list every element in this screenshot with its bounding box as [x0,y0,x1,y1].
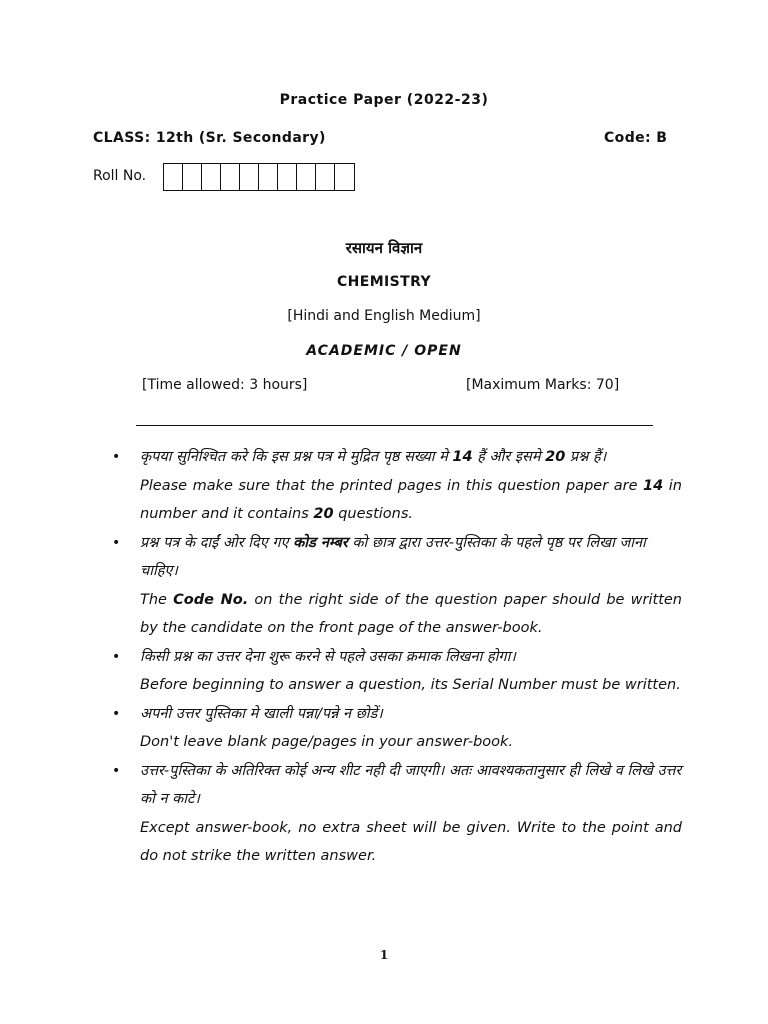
roll-number-box[interactable] [278,164,297,190]
roll-number-box[interactable] [240,164,259,190]
paper-title: Practice Paper (2022-23) [279,92,489,108]
instruction-english: Before beginning to answer a question, its Serial Number must be written. [140,677,681,693]
stream-text: ACADEMIC / OPEN [306,343,462,359]
roll-number-box[interactable] [221,164,240,190]
time-allowed: [Time allowed: 3 hours] [142,377,308,393]
roll-number-box[interactable] [202,164,221,190]
code-text: Code: B [604,130,668,146]
bullet-icon: • [112,762,121,779]
roll-number-box[interactable] [316,164,335,190]
instruction-english: The Code No. on the right side of the question paper should be written by the candidate on the front page of the answer-book. [140,591,682,636]
instructions-list [112,443,682,871]
instruction-english: Except answer-book, no extra sheet will be given. Write to the point and do not strike the written answer. [140,819,682,864]
bullet-icon: • [112,705,121,722]
instruction-item [112,529,682,643]
roll-number-box[interactable] [297,164,316,190]
instruction-english: Don't leave blank page/pages in your answer-book. [140,734,514,750]
instruction-english: Please make sure that the printed pages in this question paper are 14 in number and it contains 20 questions. [140,477,682,522]
instruction-item [112,757,682,871]
instruction-hindi: प्रश्न पत्र के दाईं ओर दिए गए कोड नम्बर को छात्र द्वारा उत्तर-पुस्तिका के पहले पृष्ठ पर लिखा जाना चाहिए। [140,534,646,579]
roll-number-label: Roll No. [93,168,147,184]
roll-number-boxes [163,163,355,191]
medium-text: [Hindi and English Medium] [287,308,481,324]
instruction-item [112,443,682,529]
class-text: CLASS: 12th (Sr. Secondary) [93,130,326,146]
bullet-icon: • [112,534,121,551]
roll-number-box[interactable] [164,164,183,190]
roll-number-box[interactable] [259,164,278,190]
instruction-hindi: अपनी उत्तर पुस्तिका मे खाली पन्ना/पन्ने न छोडें। [140,705,383,722]
divider-line [136,425,653,426]
page-number: 1 [379,948,389,962]
instruction-hindi: कृपया सुनिश्चित करे कि इस प्रश्न पत्र मे मुद्रित पृष्ठ सख्या मे 14 हैं और इसमे 20 प्रश्न हैं। [140,449,607,465]
maximum-marks: [Maximum Marks: 70] [466,377,620,393]
roll-number-box[interactable] [335,164,354,190]
subject-hindi: रसायन विज्ञान [345,239,423,257]
instruction-item [112,643,682,700]
roll-number-box[interactable] [183,164,202,190]
instruction-hindi: उत्तर-पुस्तिका के अतिरिक्त कोई अन्य शीट नही दी जाएगी। अतः आवश्यकतानुसार ही लिखे व लिखे उत्तर को न काटे। [140,762,682,807]
bullet-icon: • [112,648,121,665]
subject-english: CHEMISTRY [336,274,432,290]
instruction-item [112,700,682,757]
bullet-icon: • [112,449,121,465]
instruction-hindi: किसी प्रश्न का उत्तर देना शुरू करने से पहले उसका क्रमाक लिखना होगा। [140,648,516,665]
